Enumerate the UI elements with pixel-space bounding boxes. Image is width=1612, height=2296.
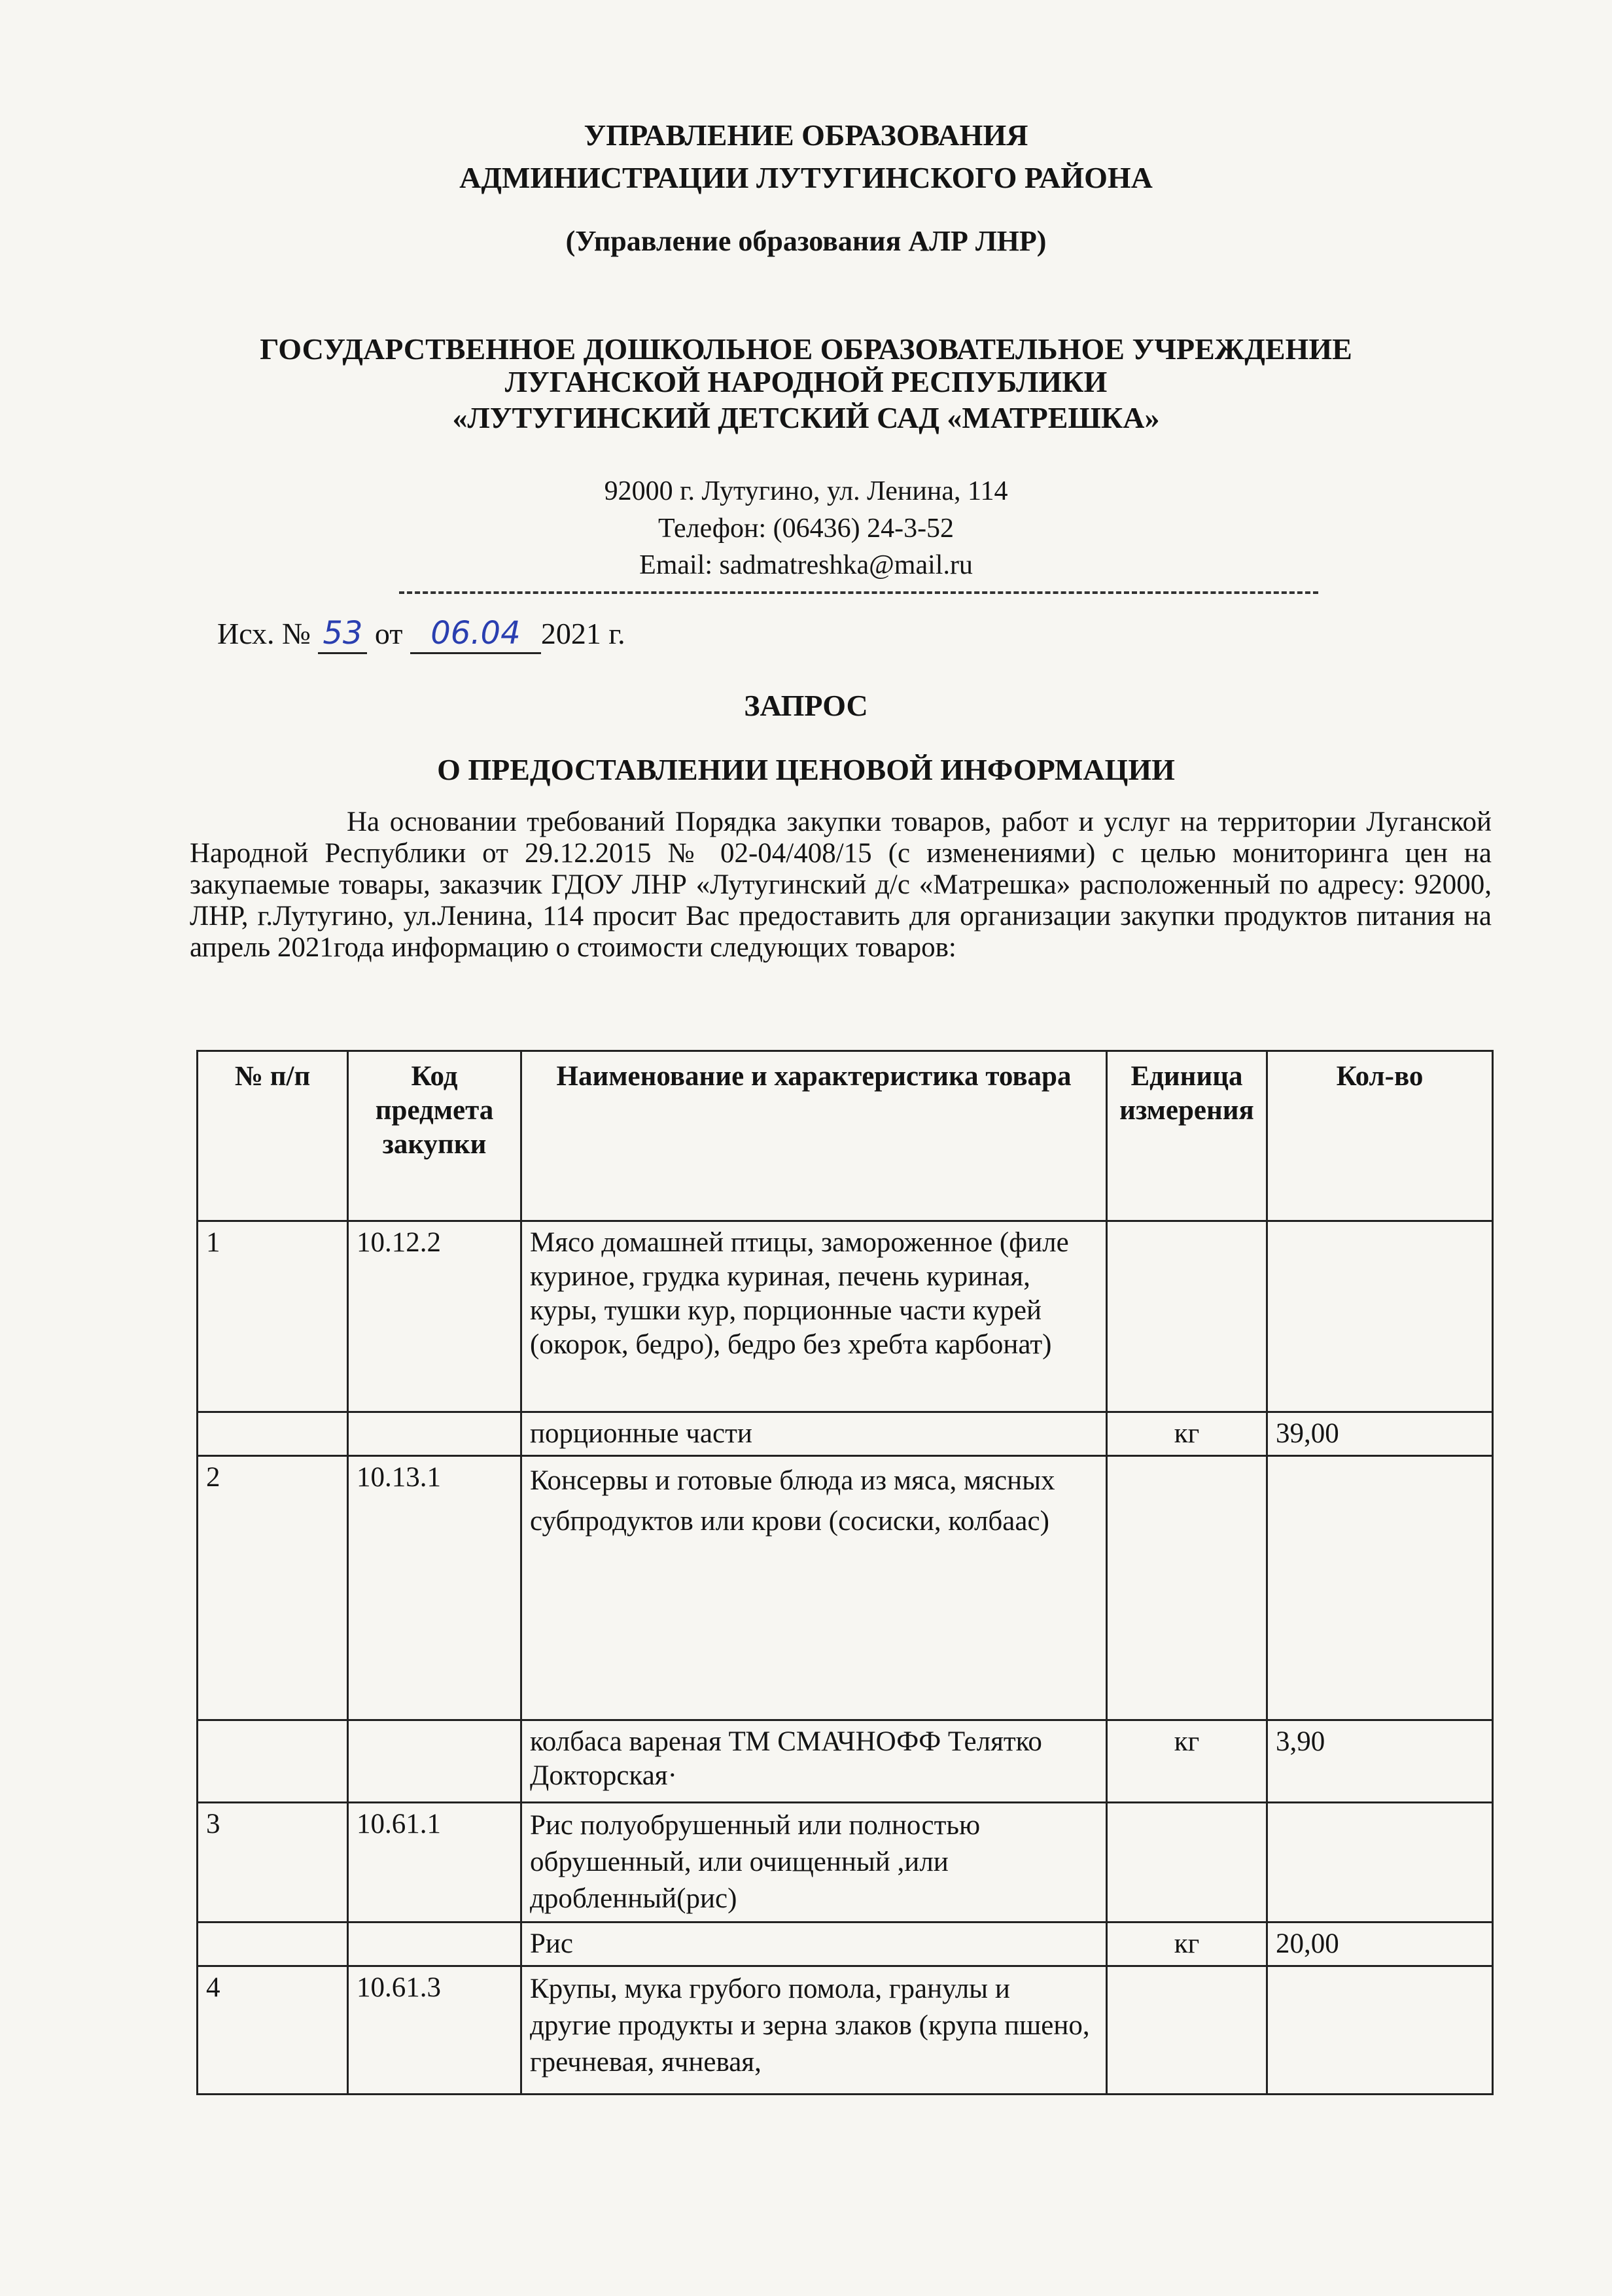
cell-code: 10.61.1 [348, 1803, 521, 1922]
institution-address: 92000 г. Лутугино, ул. Ленина, 114 [604, 476, 1008, 506]
outgoing-year: 2021 г. [540, 617, 625, 650]
authority-line-1: УПРАВЛЕНИЕ ОБРАЗОВАНИЯ [584, 118, 1028, 152]
table-row [198, 1922, 1493, 1966]
outgoing-date-field [410, 615, 541, 654]
header-code: Код предмета закупки [348, 1051, 521, 1221]
institution-line-3: «ЛУТУГИНСКИЙ ДЕТСКИЙ САД «МАТРЕШКА» [452, 401, 1160, 434]
document-subtitle: О ПРЕДОСТАВЛЕНИИ ЦЕНОВОЙ ИНФОРМАЦИИ [437, 753, 1175, 786]
authority-line-2: АДМИНИСТРАЦИИ ЛУТУГИНСКОГО РАЙОНА [459, 161, 1153, 194]
outgoing-reference [217, 615, 625, 654]
cell-qty: 20,00 [1267, 1922, 1493, 1966]
cell-name: Мясо домашней птицы, замороженное (филе куриное, грудка куриная, печень куриная, куры, тушки кур, порционные части курей (окорок, бедро), бедро без хребта карбонат) [521, 1221, 1107, 1412]
cell-name: порционные части [521, 1412, 1107, 1456]
table-row [198, 1456, 1493, 1720]
cell-name: Рис [521, 1922, 1107, 1966]
table-row [198, 1720, 1493, 1803]
institution-line-2: ЛУГАНСКОЙ НАРОДНОЙ РЕСПУБЛИКИ [504, 365, 1108, 398]
request-text: На основании требований Порядка закупки товаров, работ и услуг на территории Луганской Народной Республики от 29.12.2015 № 02-04/408/15 (с изменениями) с целью мониторинга цен на закупаемые товары, заказчик ГДОУ ЛНР «Лутугинский д/с «Матрешка» расположенный по адресу: 92000, ЛНР, г.Лутугино, ул.Ленина, 114 просит Вас предоставить для организации закупки продуктов питания на апрель 2021года информацию о стоимости следующих товаров: [190, 807, 1492, 963]
cell-unit: кг [1107, 1720, 1267, 1803]
table-header-row [198, 1051, 1493, 1221]
cell-unit: кг [1107, 1412, 1267, 1456]
separator-line [399, 591, 1318, 594]
cell-qty: 39,00 [1267, 1412, 1493, 1456]
table-row [198, 1803, 1493, 1922]
cell-num: 1 [198, 1221, 348, 1412]
institution-email: Email: sadmatreshka@mail.ru [639, 550, 973, 580]
cell-qty [1267, 1221, 1493, 1412]
goods-table [196, 1050, 1494, 2095]
cell-code [348, 1720, 521, 1803]
outgoing-prefix: Исх. № [217, 617, 311, 650]
cell-name: Рис полуобрушенный или полностью обрушенный, или очищенный ,или дробленный(рис) [521, 1803, 1107, 1922]
cell-name: колбаса вареная ТМ СМАЧНОФФ Телятко Докторская· [521, 1720, 1107, 1803]
outgoing-number: 53 [323, 615, 363, 652]
institution-line-1: ГОСУДАРСТВЕННОЕ ДОШКОЛЬНОЕ ОБРАЗОВАТЕЛЬНОЕ УЧРЕЖДЕНИЕ [260, 332, 1352, 366]
cell-unit [1107, 1221, 1267, 1412]
cell-num: 2 [198, 1456, 348, 1720]
cell-qty [1267, 1966, 1493, 2095]
cell-num [198, 1922, 348, 1966]
cell-code: 10.61.3 [348, 1966, 521, 2095]
table-row [198, 1412, 1493, 1456]
header-unit: Единица измерения [1107, 1051, 1267, 1221]
outgoing-number-field [318, 615, 367, 654]
cell-unit [1107, 1456, 1267, 1720]
authority-short-name: (Управление образования АЛР ЛНР) [565, 225, 1047, 257]
table-row [198, 1221, 1493, 1412]
header-qty: Кол-во [1267, 1051, 1493, 1221]
cell-code: 10.12.2 [348, 1221, 521, 1412]
cell-qty: 3,90 [1267, 1720, 1493, 1803]
document-title: ЗАПРОС [744, 689, 868, 722]
header-name: Наименование и характеристика товара [521, 1051, 1107, 1221]
cell-code: 10.13.1 [348, 1456, 521, 1720]
request-paragraph [190, 807, 1492, 964]
institution-phone: Телефон: (06436) 24-3-52 [657, 513, 955, 544]
cell-qty [1267, 1456, 1493, 1720]
cell-unit [1107, 1966, 1267, 2095]
cell-code [348, 1922, 521, 1966]
cell-num [198, 1720, 348, 1803]
cell-code [348, 1412, 521, 1456]
cell-unit: кг [1107, 1922, 1267, 1966]
cell-qty [1267, 1803, 1493, 1922]
cell-num: 4 [198, 1966, 348, 2095]
cell-name: Крупы, мука грубого помола, гранулы и другие продукты и зерна злаков (крупа пшено, гречневая, ячневая, [521, 1966, 1107, 2095]
outgoing-from-label: от [374, 617, 403, 650]
header-num: № п/п [198, 1051, 348, 1221]
cell-name: Консервы и готовые блюда из мяса, мясных субпродуктов или крови (сосиски, колбаас) [521, 1456, 1107, 1720]
cell-unit [1107, 1803, 1267, 1922]
table-row [198, 1966, 1493, 2095]
cell-num [198, 1412, 348, 1456]
outgoing-date: 06.04 [430, 615, 521, 652]
cell-num: 3 [198, 1803, 348, 1922]
